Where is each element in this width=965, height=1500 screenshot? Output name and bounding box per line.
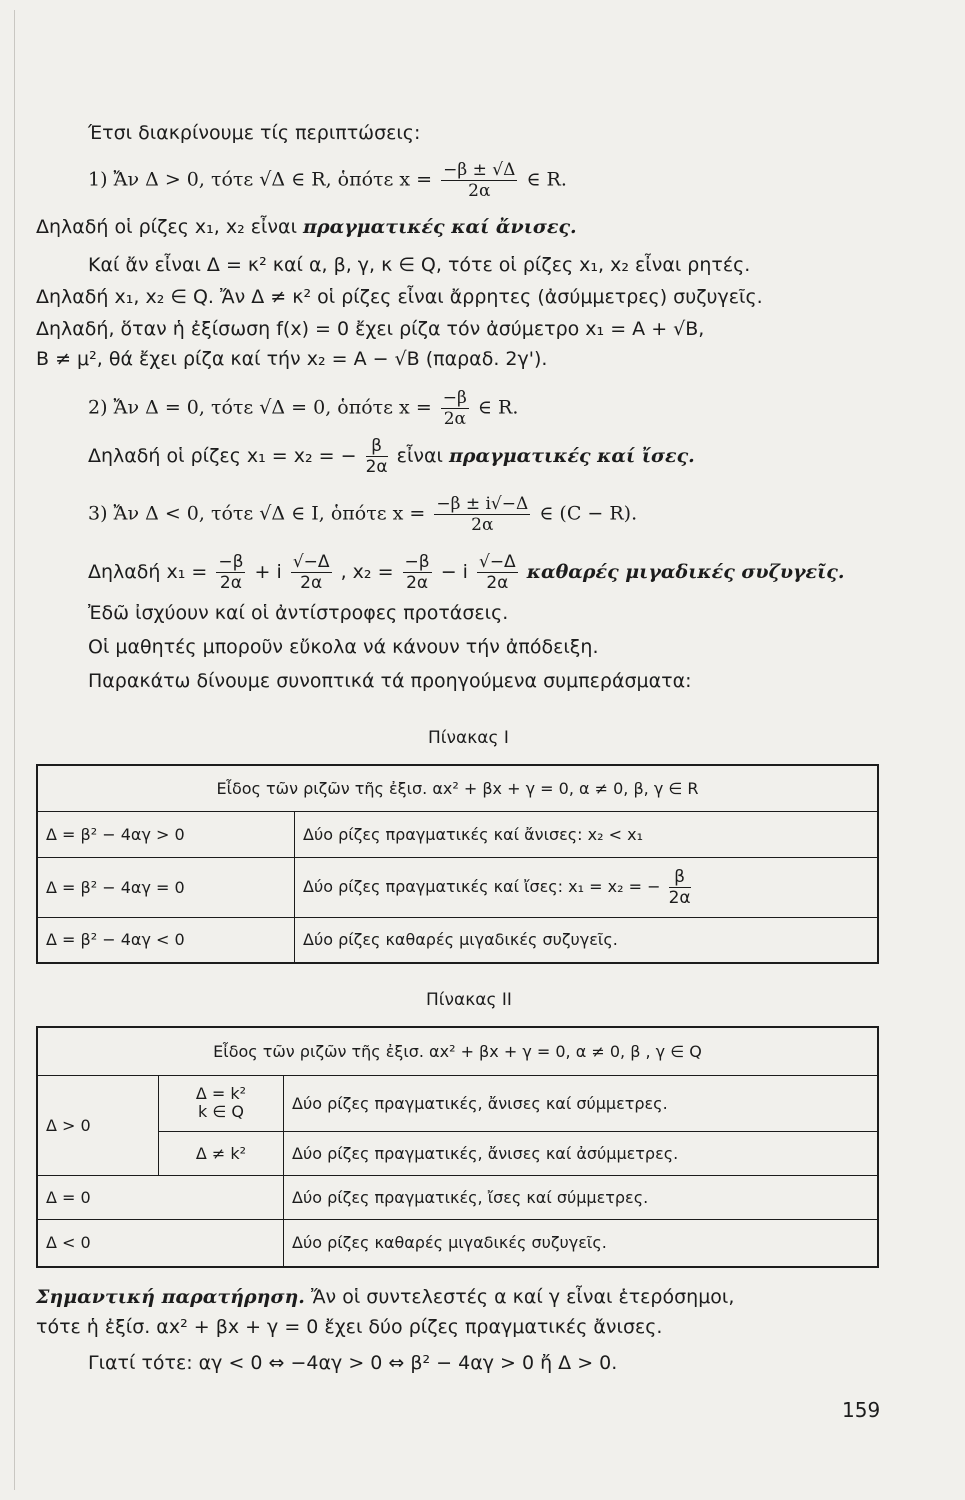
real-roots-prefix: Δηλαδή οἱ ρίζες x₁, x₂ εἶναι xyxy=(36,216,297,238)
page-edge-line xyxy=(14,10,15,1490)
table-row xyxy=(37,811,878,857)
table-1-frac-den: 2α xyxy=(668,887,691,908)
case-3-den: 2α xyxy=(471,515,494,535)
case-3-frac-2-den: 2α xyxy=(300,573,323,593)
case-1-line xyxy=(88,160,567,201)
case-3-frac-3-den: 2α xyxy=(406,573,429,593)
real-roots-bold: πραγματικές καί ἄνισες. xyxy=(303,216,577,238)
case-1-den: 2α xyxy=(468,181,491,201)
case-2-meaning-line xyxy=(88,436,695,477)
case-1-num: −β ± √Δ xyxy=(443,160,516,180)
table-1-cond-1: Δ = β² − 4αγ > 0 xyxy=(37,811,295,857)
table-1-cond-2: Δ = β² − 4αγ = 0 xyxy=(37,857,295,917)
rational-line: Καί ἄν εἶναι Δ = κ² καί α, β, γ, κ ∈ Q, τότε οἱ ρίζες x₁, x₂ εἶναι ρητές. xyxy=(88,254,751,276)
students-line: Οἱ μαθητές μποροῦν εὔκολα νά κάνουν τήν ἀπόδειξη. xyxy=(88,636,599,658)
table-row xyxy=(37,1219,878,1267)
table-1-desc-3: Δύο ρίζες καθαρές μιγαδικές συζυγεῖς. xyxy=(295,917,879,963)
case-2-prefix: 2) Ἄν Δ = 0, τότε √Δ = 0, ὁπότε x = xyxy=(88,396,432,419)
table-2-sub1-desc: Δύο ρίζες πραγματικές, ἄνισες καί σύμμετρες. xyxy=(284,1075,879,1131)
case-1-suffix: ∈ R. xyxy=(526,168,567,191)
case-3-frac-2 xyxy=(291,552,332,593)
table-1-header: Εἶδος τῶν ριζῶν τῆς ἐξισ. αx² + βx + γ = 0, α ≠ 0, β, γ ∈ R xyxy=(37,765,878,811)
irrational-line: Δηλαδή x₁, x₂ ∈ Q. Ἄν Δ ≠ κ² οἱ ρίζες εἶναι ἄρρητες (ἀσύμμετρες) συζυγεῖς. xyxy=(36,286,763,308)
table-2-caption: Πίνακας II xyxy=(426,990,512,1010)
table-2 xyxy=(36,1026,879,1268)
case-3-minus-i: − i xyxy=(440,561,468,583)
remark-line-2: τότε ἡ ἐξίσ. αx² + βx + γ = 0 ἔχει δύο ρίζες πραγματικές ἄνισες. xyxy=(36,1316,663,1338)
conjugate-line-1: Δηλαδή, ὅταν ἡ ἐξίσωση f(x) = 0 ἔχει ρίζα τόν ἀσύμετρο x₁ = A + √B, xyxy=(36,318,705,340)
table-2-sub2: Δ ≠ k² xyxy=(159,1131,284,1175)
case-3-frac-2-num: √−Δ xyxy=(292,552,330,572)
table-row xyxy=(37,1175,878,1219)
remark-line-1 xyxy=(36,1284,734,1310)
case-3-line xyxy=(88,494,637,535)
case-3-meaning-line xyxy=(88,552,844,593)
table-1-frac-num: β xyxy=(669,867,691,888)
case-2-den: 2α xyxy=(443,409,466,429)
summary-line: Παρακάτω δίνουμε συνοπτικά τά προηγούμενα συμπεράσματα: xyxy=(88,670,692,692)
case-3-frac-4-num: √−Δ xyxy=(478,552,516,572)
case-3-num: −β ± i√−Δ xyxy=(436,494,529,514)
page-number: 159 xyxy=(842,1398,881,1422)
case-2-meaning-den: 2α xyxy=(365,457,388,477)
table-1-desc-2: Δύο ρίζες πραγματικές καί ἴσες: x₁ = x₂ = − xyxy=(303,876,661,896)
case-1-fraction xyxy=(441,160,517,201)
table-1-fraction xyxy=(669,867,691,908)
case-3-plus-i: + i xyxy=(254,561,282,583)
case-3-meaning-prefix: Δηλαδή x₁ = xyxy=(88,561,208,583)
table-row xyxy=(37,1131,878,1175)
table-2-sub1 xyxy=(159,1075,284,1131)
converse-line: Ἐδῶ ἰσχύουν καί οἱ ἀντίστροφες προτάσεις. xyxy=(88,602,509,624)
case-3-prefix: 3) Ἄν Δ < 0, τότε √Δ ∈ I, ὁπότε x = xyxy=(88,502,426,525)
table-1-caption: Πίνακας I xyxy=(428,728,509,748)
case-2-line xyxy=(88,388,518,429)
case-2-meaning-num: β xyxy=(366,436,388,457)
table-row xyxy=(37,857,878,917)
case-3-frac-1-den: 2α xyxy=(219,573,242,593)
case-2-fraction xyxy=(441,388,469,429)
remark-line-3: Γιατί τότε: αγ < 0 ⇔ −4αγ > 0 ⇔ β² − 4αγ > 0 ἤ Δ > 0. xyxy=(88,1352,618,1374)
table-1-desc-1: Δύο ρίζες πραγματικές καί ἄνισες: x₂ < x₁ xyxy=(295,811,879,857)
case-3-frac-3-num: −β xyxy=(404,552,430,572)
case-3-x2: , x₂ = xyxy=(340,561,394,583)
case-2-meaning-prefix: Δηλαδή οἱ ρίζες x₁ = x₂ = − xyxy=(88,445,357,467)
case-2-meaning-mid: εἶναι xyxy=(396,445,443,467)
case-3-frac-3 xyxy=(403,552,432,593)
case-2-meaning-bold: πραγματικές καί ἴσες. xyxy=(449,445,695,467)
case-1-prefix: 1) Ἄν Δ > 0, τότε √Δ ∈ R, ὁπότε x = xyxy=(88,168,433,191)
case-2-suffix: ∈ R. xyxy=(477,396,519,419)
table-2-eq-label: Δ = 0 xyxy=(37,1175,284,1219)
case-2-meaning-fraction xyxy=(366,436,388,477)
case-3-frac-4 xyxy=(477,552,518,593)
table-1-desc-2-cell xyxy=(295,857,879,917)
table-row xyxy=(37,1075,878,1131)
table-2-lt-desc: Δύο ρίζες καθαρές μιγαδικές συζυγεῖς. xyxy=(284,1219,879,1267)
remark-title: Σημαντική παρατήρηση. xyxy=(36,1286,305,1308)
table-2-header: Εἶδος τῶν ριζῶν τῆς ἐξισ. αx² + βx + γ = 0, α ≠ 0, β , γ ∈ Q xyxy=(37,1027,878,1075)
table-2-eq-desc: Δύο ρίζες πραγματικές, ἴσες καί σύμμετρες. xyxy=(284,1175,879,1219)
case-3-meaning-bold: καθαρές μιγαδικές συζυγεῖς. xyxy=(526,561,845,583)
intro-text: Έτσι διακρίνουμε τίς περιπτώσεις: xyxy=(88,122,421,144)
table-1-cond-3: Δ = β² − 4αγ < 0 xyxy=(37,917,295,963)
table-2-sub1-a: Δ = k² xyxy=(195,1084,247,1103)
real-roots-line xyxy=(36,214,577,240)
remark-text-1: Ἄν οἱ συντελεστές α καί γ εἶναι ἑτερόσημοι, xyxy=(310,1286,735,1308)
case-3-frac-1 xyxy=(216,552,245,593)
case-3-fraction xyxy=(434,494,530,535)
table-2-gt-label: Δ > 0 xyxy=(37,1075,159,1175)
table-2-sub1-b: k ∈ Q xyxy=(198,1102,244,1121)
table-row xyxy=(37,917,878,963)
case-3-frac-4-den: 2α xyxy=(486,573,509,593)
conjugate-line-2: B ≠ μ², θά ἔχει ρίζα καί τήν x₂ = A − √B (παραδ. 2γ'). xyxy=(36,348,548,370)
table-1 xyxy=(36,764,879,964)
case-3-suffix: ∈ (C − R). xyxy=(539,502,638,525)
case-2-num: −β xyxy=(442,388,467,408)
table-2-sub2-desc: Δύο ρίζες πραγματικές, ἄνισες καί ἀσύμμετρες. xyxy=(284,1131,879,1175)
case-3-frac-1-num: −β xyxy=(218,552,244,572)
table-2-lt-label: Δ < 0 xyxy=(37,1219,284,1267)
